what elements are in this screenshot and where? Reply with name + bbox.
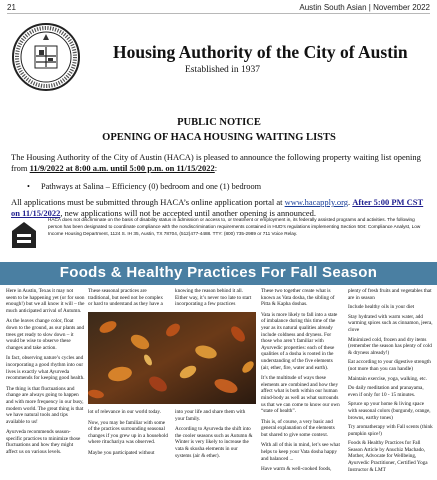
deadline-text: After 5:00 PM CST on 11/15/2022 bbox=[11, 197, 424, 218]
article-column-3-bottom: into your life and share them with your family. According to Ayurveda the shift into the cooler seasons such as Autumn & Winter is very likely to increase the vata & skusha elements in our systems (air & ether). bbox=[175, 409, 253, 459]
article-banner bbox=[0, 262, 437, 285]
page-header bbox=[7, 2, 430, 14]
article-column-2-top: These seasonal practices are traditional, but need not be complex or hard to understand as they have a bbox=[88, 288, 163, 308]
page-number: 21 bbox=[7, 3, 16, 12]
nondiscrimination-disclaimer: HACA does not discriminate on the basis of disability status in admission or access to, or treatment or employment in, its federally assisted programs and activities. The following person has been designated to coordinate compliance with the nondiscrimination requirements contained in HUD’s regulations implementing Section 504: Compliance Analyst, Low Income Housing Department, 1124 S. IH 35, Austin, TX 78704, (512)477-4488. TTY: (800) 735-2989 or 711 Voice Relay. bbox=[48, 217, 421, 236]
article-column-5: plenty of fresh fruits and vegetables that are in season Include healthy oils in your diet Stay hydrated with warm water, add warming spices such as cinnamon, jeera, clove Minimized cold, frozen and dry items (remember the season has plenty of cold & dryness already!) Eat according to your digestive strength (not more than you can handle) Maintain exercise, yoga, walking, etc. Do daily meditation and pranayama, even if only for 10 - 15 minutes. Spruce up your home & living space with seasonal colors (burgundy, orange, browns, earthy tones) Try aromatherapy with Fall scents (think pumpkin spice!) Foods & Healthy Practices for Fall Season Article by Anuchiz Machado, Mother, Advocate for Wellbeing, Ayurvedic Practitioner, Certified Yoga Instructor & LMT bbox=[348, 288, 433, 473]
city-seal-icon bbox=[11, 22, 81, 92]
opening-dates: 11/9/2022 at 8:00 a.m. until 5:00 p.m. on 11/15/2022 bbox=[29, 163, 215, 173]
notice-paragraph-2: All applications must be submitted through HACA’s online application portal at www.hacapply.org. After 5:00 PM CST on 11/15/2022, new applications will not be accepted until another opening is announced. bbox=[11, 197, 424, 218]
notice-title: Housing Authority of the City of Austin bbox=[113, 42, 408, 62]
issue-label: Austin South Asian | November 2022 bbox=[299, 3, 430, 12]
opening-heading: OPENING OF HACA HOUSING WAITING LISTS bbox=[102, 132, 336, 143]
notice-paragraph-1: The Housing Authority of the City of Austin (HACA) is pleased to announce the following property waiting list opening from 11/9/2022 at 8:00 a.m. until 5:00 p.m. on 11/15/2022: bbox=[11, 152, 421, 173]
article-column-2-bottom: lot of relevance in our world today. Now, you may be familiar with some of the practices surrounding seasonal changes if you grew up in a household where rituchariya was observed. Maybe you participated without bbox=[88, 409, 168, 456]
established-line: Established in 1937 bbox=[185, 65, 260, 75]
autumn-leaves-photo bbox=[88, 312, 256, 404]
equal-housing-opportunity-icon bbox=[11, 221, 37, 249]
application-portal-link[interactable]: www.hacapply.org bbox=[284, 197, 349, 207]
article-column-1: Here in Austin, Texas it may not seem to be happening yet (or for soon enough!) but we all know it will – the much anticipated arrival of Autumn. As the leaves change color, float down to the ground, as our plants and trees get ready to slow down – it would be wise to observe these changes and take action. In fact, observing nature’s cycles and incorporating a good rhythm into our lives is exactly what Ayurveda recommends for keeping good health. The thing is that fluctuations and change are always going to happen and with more frequency in our busy, modern world. The great thing is that we have natural tools and tips available to us! Ayurveda recommends season-specific practices to minimize those fluctuations and how they might affect us on various levels. bbox=[6, 288, 85, 456]
article-title: Foods & Healthy Practices For Fall Season bbox=[59, 264, 378, 281]
waiting-list-bullet: • Pathways at Salina – Efficiency (0) bedroom and one (1) bedroom bbox=[27, 182, 262, 191]
article-column-4: These two together create what is known as Vata dosha, the sibling of Pitta & Kapha doshas. Vata is more likely to fall into a state of imbalance during this time of the year as its natural qualities already include coldness and dryness. For those who aren’t familiar with Ayurvedic properties: each of these qualities of a dosha is rooted in the understanding of the five elements (air, ether, fire, water and earth). It’s the multitude of ways these elements are combined and how they affect what is both within our human mind-body as well as what surrounds us that we can come to know our own “state of health”. This is, of course, a very basic and general explanation of the elements but shared to give some context. With all of this in mind, let’s see what helps to keep your Vata dosha happy and balanced ... Have warm & well-cooked foods, bbox=[261, 288, 340, 473]
article-column-3-top: knowing the reason behind it all. Either way, it’s never too late to start incorporating a few practices bbox=[175, 288, 252, 308]
haca-public-notice bbox=[11, 22, 427, 258]
public-notice-heading: PUBLIC NOTICE bbox=[177, 117, 261, 128]
